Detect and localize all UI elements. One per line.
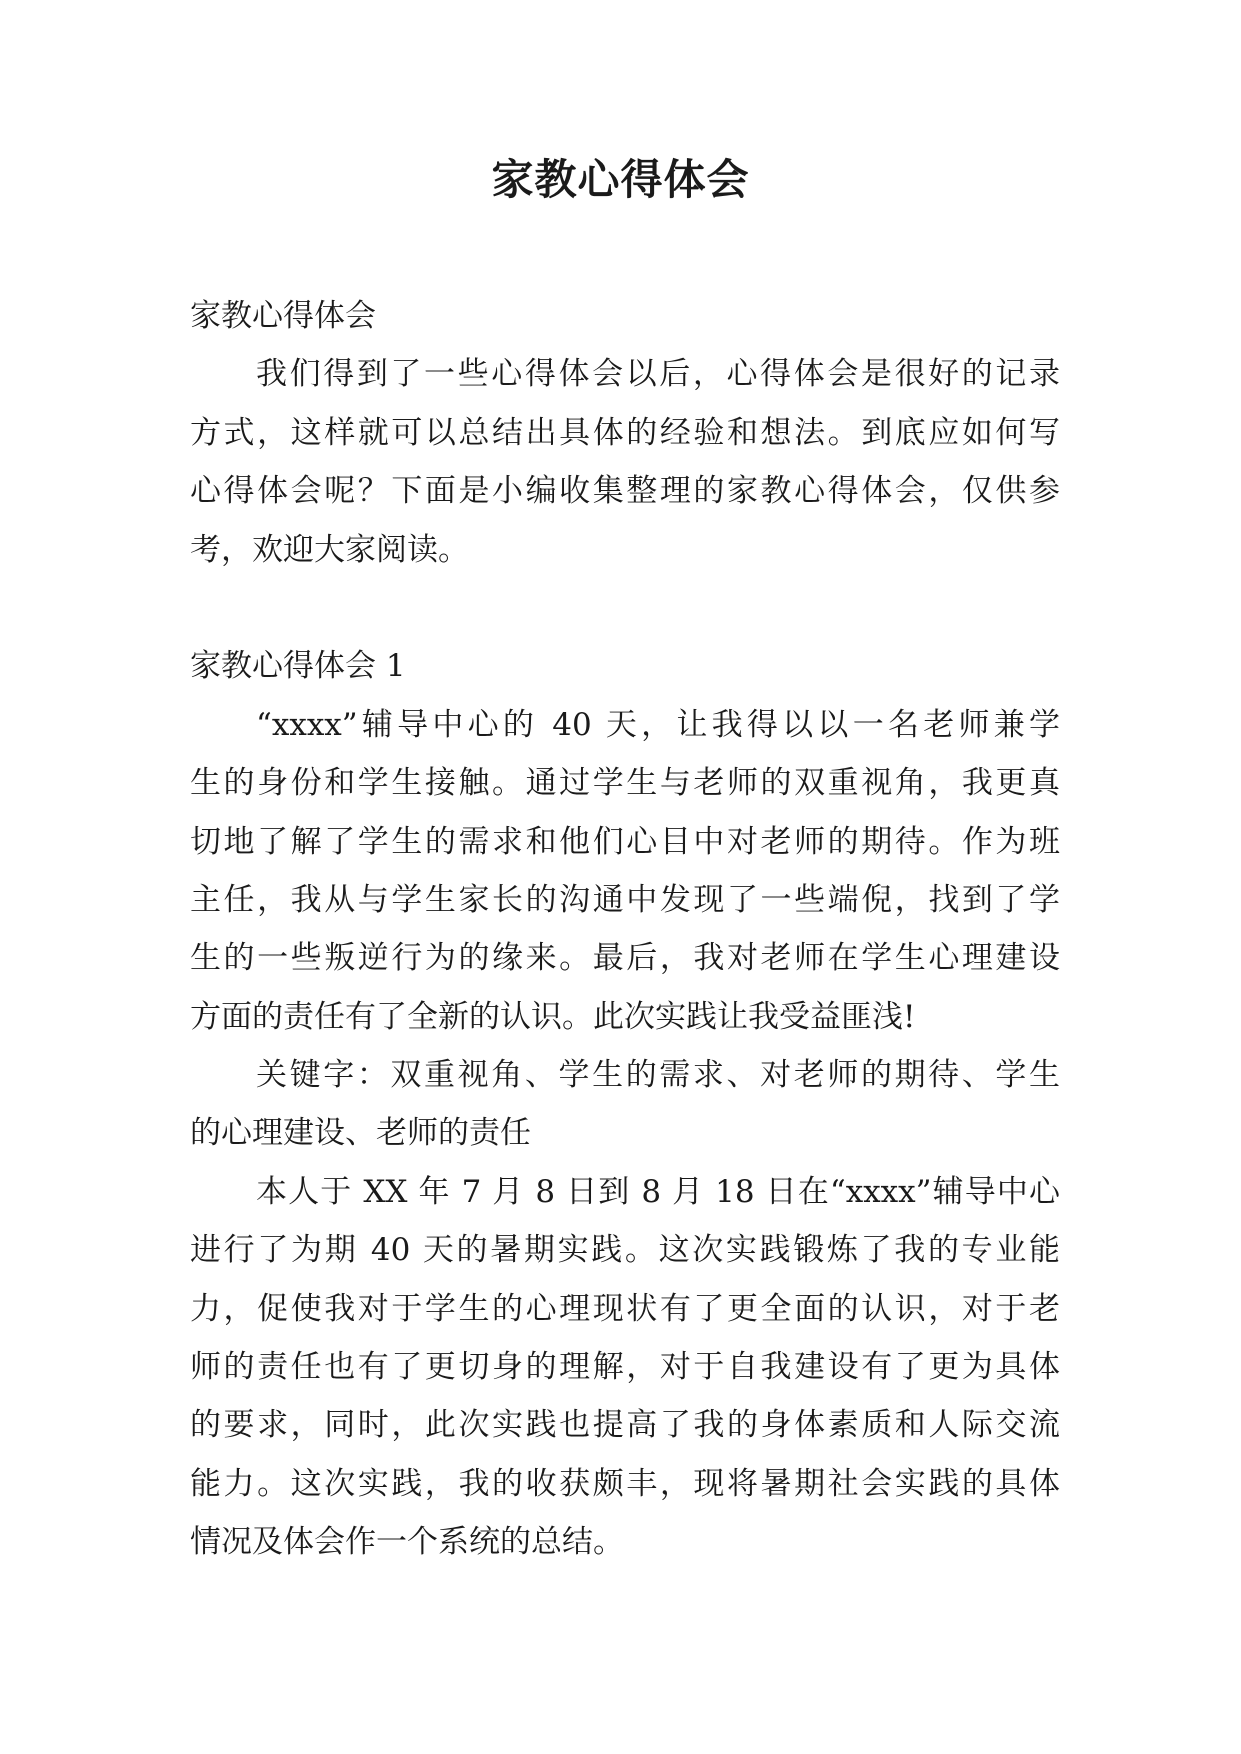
text-line: 家教心得体会 1 <box>190 648 406 685</box>
text-line: 本人于 XX 年 7 月 8 日到 8 月 18 日在“xxxx”辅导中心 <box>256 1173 1060 1210</box>
text-line: 师的责任也有了更切身的理解，对于自我建设有了更为具体 <box>190 1349 1060 1386</box>
text-line: 的要求，同时，此次实践也提高了我的身体素质和人际交流 <box>190 1407 1060 1444</box>
text-line: 方式，这样就可以总结出具体的经验和想法。到底应如何写 <box>190 414 1060 451</box>
text-line: 切地了解了学生的需求和他们心目中对老师的期待。作为班 <box>190 823 1060 860</box>
document-body <box>190 287 1060 1572</box>
text-line: 生的一些叛逆行为的缘来。最后，我对老师在学生心理建设 <box>190 940 1060 977</box>
text-line: 方面的责任有了全新的认识。此次实践让我受益匪浅! <box>190 998 916 1035</box>
text-line: 的心理建设、老师的责任 <box>190 1115 531 1152</box>
text-line: 力，促使我对于学生的心理现状有了更全面的认识，对于老 <box>190 1290 1060 1327</box>
text-line: 情况及体会作一个系统的总结。 <box>190 1524 624 1561</box>
document-title: 家教心得体会 <box>491 155 750 204</box>
text-line: 进行了为期 40 天的暑期实践。这次实践锻炼了我的专业能 <box>190 1232 1060 1269</box>
blank-line <box>190 579 1060 637</box>
text-line: 考，欢迎大家阅读。 <box>190 531 469 568</box>
text-line: 主任，我从与学生家长的沟通中发现了一些端倪，找到了学 <box>190 881 1060 918</box>
text-line: “xxxx”辅导中心的 40 天，让我得以以一名老师兼学 <box>256 706 1060 743</box>
text-line: 能力。这次实践，我的收获颇丰，现将暑期社会实践的具体 <box>190 1465 1060 1502</box>
text-line: 我们得到了一些心得体会以后，心得体会是很好的记录 <box>256 356 1060 393</box>
text-line: 生的身份和学生接触。通过学生与老师的双重视角，我更真 <box>190 765 1060 802</box>
text-line: 心得体会呢？下面是小编收集整理的家教心得体会，仅供参 <box>190 473 1060 510</box>
text-line: 关键字：双重视角、学生的需求、对老师的期待、学生 <box>256 1057 1060 1094</box>
text-line: 家教心得体会 <box>190 298 376 334</box>
